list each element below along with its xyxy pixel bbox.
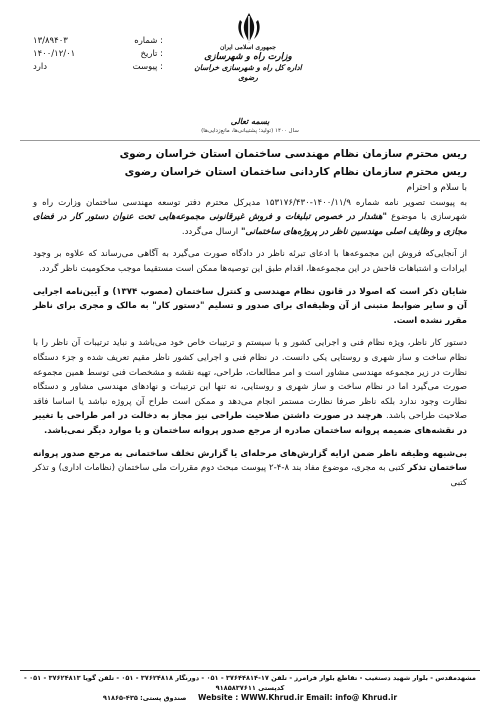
year-motto: سال ۱۴۰۰ (تولید؛ پشتیبانی‌ها، مانع‌زدایی‌ها) — [201, 128, 299, 134]
date-value: ۱۴۰۰/۱۲/۰۱ — [33, 49, 76, 59]
number-value: ۱۳/۸۹۴۰۳ — [33, 36, 68, 46]
paragraph-1-text-a: به پیوست تصویر نامه شماره ۱۴۰۰/۱۱/۹-۱۵۳۱۷۶/۴۳۰ مدیرکل محترم دفتر توسعه مهندسی ساختمان وزارت راه و شهرسازی با موضوع — [33, 197, 467, 223]
meta-number — [33, 35, 163, 48]
paragraph-5-text: کتبی به مجری، موضوع مفاد بند ۸-۴-۲ پیوست مبحث دوم مقررات ملی ساختمان (نظامات اداری) و تذکر کتبی — [33, 463, 467, 488]
attachment-value: دارد — [33, 62, 48, 72]
greeting: با سلام و احترام — [406, 183, 467, 193]
footer-address: مشهدمقدس - بلوار شهید دستغیب - تقاطع بلوار فرامرز - تلفن ۱۷-۳۷۶۴۴۸۱۴ - ۰۵۱ - دورنگار ۳۷۶۲۴۸۱۸ - ۰۵۱ - تلفن گویا ۳۷۶۲۴۸۱۳ - ۰۵۱ - کدپستی ۹۱۸۵۸۳۷۶۱۱ — [24, 674, 476, 692]
attachment-label: پیوست : — [132, 62, 163, 72]
letterhead — [188, 44, 308, 83]
header-divider — [20, 140, 480, 141]
date-label: تاریخ : — [140, 49, 163, 59]
paragraph-4 — [33, 336, 467, 438]
iran-emblem-icon — [234, 10, 264, 46]
paragraph-2: از آنجایی‌که فروش این مجموعه‌ها با ادعای تبرئه ناظر در دادگاه صورت می‌گیرد به آگاهی می‌رساند که علاوه بر وجود ایرادات و اشتباهات فاحش در این مجموعه‌ها، اقدام طبق این توصیه‌ها ممکن است مستقیما موجب محکومیت ناظر گردد. — [33, 249, 467, 274]
addressee-1: ریس محترم سازمان نظام مهندسی ساختمان استان خراسان رضوی — [119, 148, 467, 160]
paragraph-5-bold: بی‌شبهه وظیفه ناظر ضمن ارایه گزارش‌های مرحله‌ای یا گزارش تخلف ساختمانی به مرجع صدور پروانه ساختمان تذکر — [33, 448, 467, 474]
paragraph-5 — [33, 447, 467, 491]
number-label: شماره : — [134, 36, 163, 46]
addressee-2: ریس محترم سازمان نظام کاردانی ساختمان استان خراسان رضوی — [124, 166, 467, 178]
paragraph-3: شایان ذکر است که اصولا در قانون نظام مهندسی و کنترل ساختمان (مصوب ۱۳۷۴) و آیین‌نامه اجرایی آن و سایر ضوابط متبنی از آن وظیفه‌ای برای صدور و تسلیم "دستور کار" به مالک و مجری برای ناظر مقرر نشده است. — [33, 286, 467, 326]
meta-attachment — [33, 61, 163, 74]
letterhead-country: جمهوری اسلامی ایران — [219, 44, 277, 51]
footer-contact-row — [20, 693, 480, 703]
paragraph-1-text-b: ارسال می‌گردد. — [181, 226, 241, 237]
paragraph-4-bold-tail: هرچند در صورت داشتن صلاحیت طراحی نیز مجاز به دخالت در امر طراحی یا تغییر در نقشه‌های ضمیمه پروانه ساختمان صادره از مرجع صدور پروانه ساختمان و یا موارد دیگر نمی‌باشد. — [33, 411, 467, 436]
footer-web-email: Website : WWW.Khrud.ir Email: info@ Khrud.ir — [198, 693, 398, 702]
meta-date — [33, 48, 163, 61]
bismillah: بسمه تعالی — [230, 117, 270, 126]
letter-meta — [33, 35, 163, 74]
letter-footer — [20, 673, 480, 703]
paragraph-1 — [33, 196, 467, 240]
footer-postal-box: صندوق پستی: ۴۳۵-۹۱۸۶۵ — [102, 694, 187, 702]
letter-body — [33, 145, 467, 498]
letterhead-ministry: وزارت راه و شهرسازی — [204, 52, 292, 62]
footer-divider — [20, 670, 480, 671]
letterhead-office: اداره کل راه و شهرسازی خراسان رضوی — [194, 63, 302, 82]
paragraph-1-subject: "هشدار در خصوص تبلیغات و فروش غیرقانونی مجموعه‌هایی تحت عنوان دستور کار در فضای مجازی و وظایف اصلی مهندسین ناظر در پروژه‌های ساختمانی" — [33, 212, 467, 237]
paragraph-4-text: دستور کار ناظر، ویژه نظام فنی و اجرایی کشور و با سیستم و ترتیبات خاص خود می‌باشد و نباید ترتیبات آن ناظر را با نظام ساخت و ساز شهری و روستایی یکی دانست. در نظام فنی و اجرایی کشور ناظر مقیم تعریف شده و جزء دستگاه نظارت در زیر مجموعه مهندسی مشاور است و امر مطالعات، طراحی، تهیه نقشه و مشخصات فنی توسط همین مجموعه صورت می‌گیرد اما در نظام ساخت و ساز شهری و روستایی، نه تنها این ترتیبات و نهادهای مهندسی مشاور و دستگاه نظارت وجود ندارد بلکه ناظر صرفا نظارت مستمر انجام می‌دهد و ممکن است طراح آن پروژه نباشد یا اساسا فاقد صلاحیت طراحی باشد. — [33, 338, 467, 422]
